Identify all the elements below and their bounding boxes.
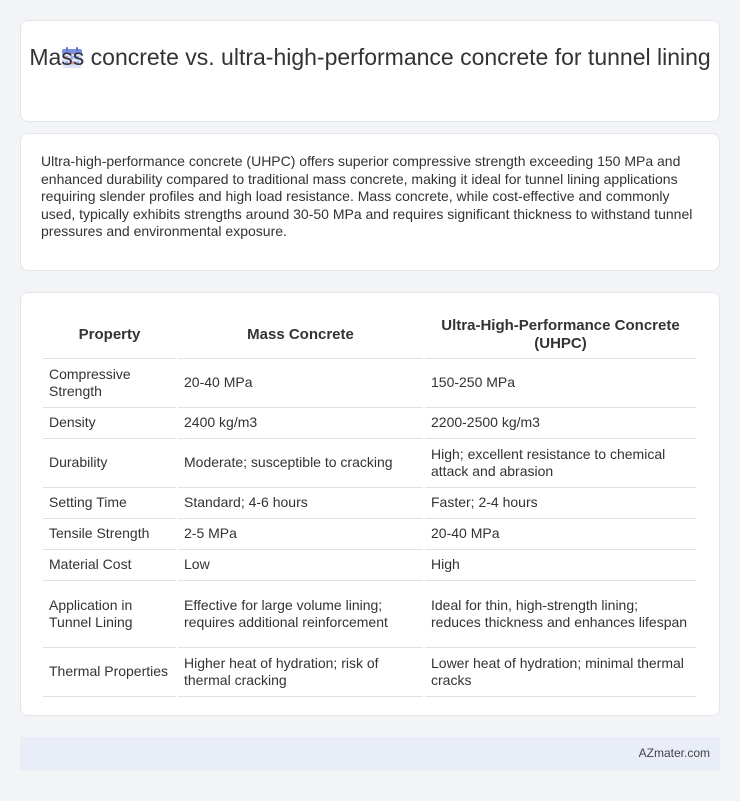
property-cell: Thermal Properties [43, 648, 176, 697]
table-row [43, 359, 696, 408]
page-title: Mass concrete vs. ultra-high-performance concrete for tunnel lining [29, 44, 711, 70]
table-row [43, 519, 696, 550]
comparison-table-card [20, 292, 720, 716]
column-header-mass-concrete: Mass Concrete [178, 311, 423, 359]
property-cell: Compressive Strength [43, 359, 176, 408]
uhpc-cell: High; excellent resistance to chemical attack and abrasion [425, 439, 696, 488]
property-cell: Material Cost [43, 550, 176, 581]
summary-paragraph: Ultra-high-performance concrete (UHPC) offers superior compressive strength exceeding 150 MPa and enhanced durability compared to traditional mass concrete, making it ideal for tunnel lining applications requiring slender profiles and high load resistance. Mass concrete, while cost-effective and commonly used, typically exhibits strengths around 30-50 MPa and requires significant thickness to withstand tunnel pressures and environmental exposure. [41, 153, 693, 239]
table-row [43, 581, 696, 648]
mass-concrete-cell: Higher heat of hydration; risk of thermal cracking [178, 648, 423, 697]
table-header-row [43, 311, 696, 359]
summary-card [20, 133, 720, 271]
mass-concrete-cell: 2400 kg/m3 [178, 408, 423, 439]
mass-concrete-cell: Low [178, 550, 423, 581]
uhpc-cell: Lower heat of hydration; minimal thermal cracks [425, 648, 696, 697]
property-cell: Durability [43, 439, 176, 488]
comparison-table [41, 311, 698, 697]
uhpc-cell: High [425, 550, 696, 581]
column-header-property: Property [43, 311, 176, 359]
table-row [43, 408, 696, 439]
mass-concrete-cell: 20-40 MPa [178, 359, 423, 408]
table-row [43, 648, 696, 697]
mass-concrete-cell: 2-5 MPa [178, 519, 423, 550]
mass-concrete-cell: Effective for large volume lining; requires additional reinforcement [178, 581, 423, 648]
mass-concrete-cell: Moderate; susceptible to cracking [178, 439, 423, 488]
footer-brand: AZmater.com [638, 746, 710, 760]
table-row [43, 488, 696, 519]
table-row [43, 550, 696, 581]
property-cell: Application in Tunnel Lining [43, 581, 176, 648]
uhpc-cell: Ideal for thin, high-strength lining; reduces thickness and enhances lifespan [425, 581, 696, 648]
uhpc-cell: 150-250 MPa [425, 359, 696, 408]
property-cell: Tensile Strength [43, 519, 176, 550]
column-header-uhpc: Ultra-High-Performance Concrete (UHPC) [425, 311, 696, 359]
mass-concrete-cell: Standard; 4-6 hours [178, 488, 423, 519]
uhpc-cell: 2200-2500 kg/m3 [425, 408, 696, 439]
property-cell: Setting Time [43, 488, 176, 519]
table-row [43, 439, 696, 488]
footer-bar [20, 737, 720, 770]
title-card [20, 20, 720, 122]
uhpc-cell: 20-40 MPa [425, 519, 696, 550]
uhpc-cell: Faster; 2-4 hours [425, 488, 696, 519]
property-cell: Density [43, 408, 176, 439]
